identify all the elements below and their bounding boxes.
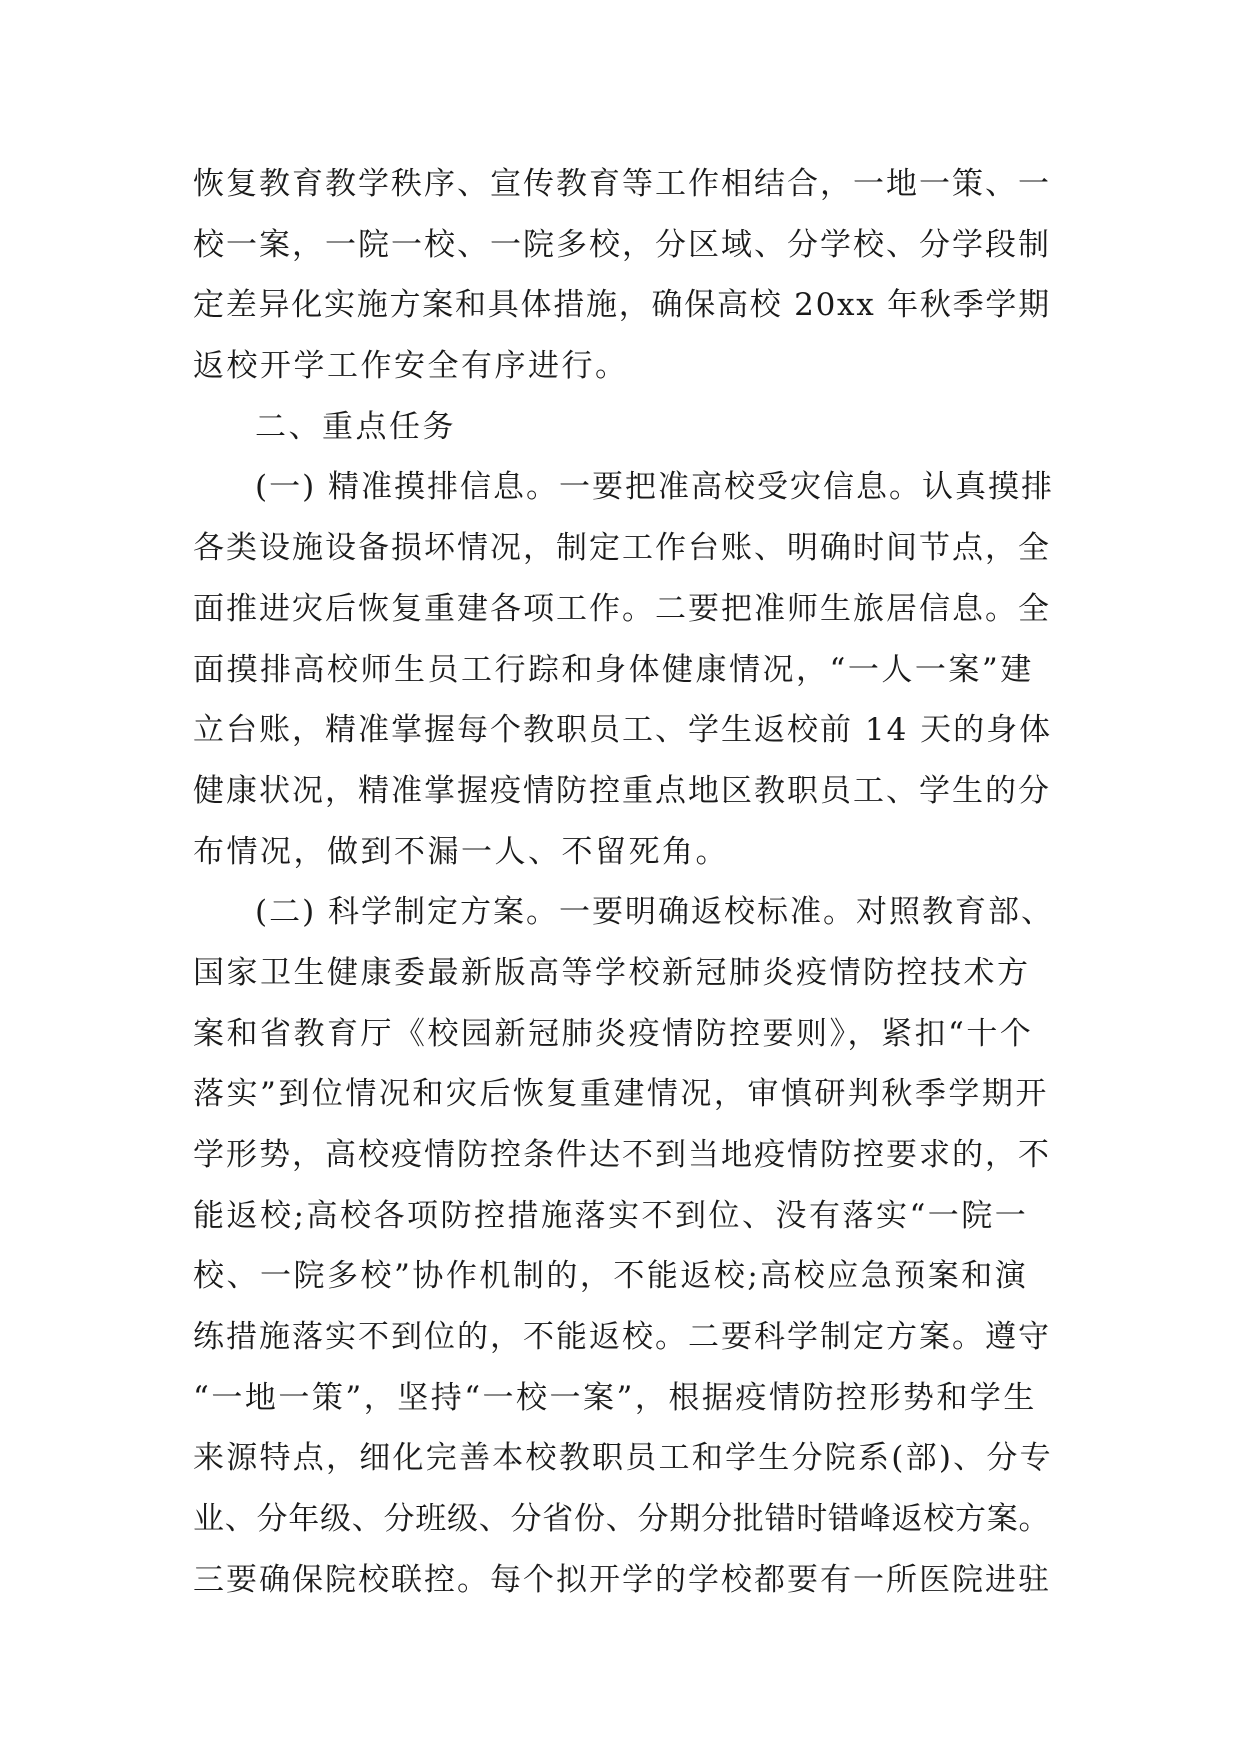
text-line: 案和省教育厅《校园新冠肺炎疫情防控要则》，紧扣“十个 bbox=[193, 1015, 1034, 1052]
text-line: 学形势，高校疫情防控条件达不到当地疫情防控要求的，不 bbox=[193, 1137, 1051, 1173]
text-line: 面推进灾后恢复重建各项工作。二要把准师生旅居信息。全 bbox=[193, 590, 1051, 627]
text-line: 定差异化实施方案和具体措施，确保高校 20xx 年秋季学期 bbox=[193, 287, 1051, 324]
text-line: 校、一院多校”协作机制的，不能返校;高校应急预案和演 bbox=[193, 1258, 1029, 1295]
text-line: (二) 科学制定方案。一要明确返校标准。对照教育部、 bbox=[255, 894, 1055, 931]
text-line: 恢复教育教学秩序、宣传教育等工作相结合，一地一策、一 bbox=[193, 166, 1051, 202]
text-line: 来源特点，细化完善本校教职员工和学生分院系(部)、分专 bbox=[193, 1440, 1053, 1477]
text-line: 国家卫生健康委最新版高等学校新冠肺炎疫情防控技术方 bbox=[193, 954, 1031, 991]
text-line: 面摸排高校师生员工行踪和身体健康情况，“一人一案”建 bbox=[193, 651, 1034, 688]
text-line: 练措施落实不到位的，不能返校。二要科学制定方案。遵守 bbox=[193, 1319, 1051, 1356]
text-line: 二、重点任务 bbox=[255, 408, 456, 445]
text-line: 落实”到位情况和灾后恢复重建情况，审慎研判秋季学期开 bbox=[193, 1076, 1049, 1113]
text-line: 各类设施设备损坏情况，制定工作台账、明确时间节点，全 bbox=[193, 530, 1051, 567]
text-line: 布情况，做到不漏一人、不留死角。 bbox=[193, 833, 729, 870]
text-line: 能返校;高校各项防控措施落实不到位、没有落实“一院一 bbox=[193, 1197, 1029, 1234]
text-line: (一) 精准摸排信息。一要把准高校受灾信息。认真摸排 bbox=[255, 469, 1055, 506]
text-line: 返校开学工作安全有序进行。 bbox=[193, 348, 629, 385]
text-line: 三要确保院校联控。每个拟开学的学校都要有一所医院进驻 bbox=[193, 1561, 1051, 1598]
document-body bbox=[193, 154, 1055, 1611]
text-line: 校一案，一院一校、一院多校，分区域、分学校、分学段制 bbox=[193, 226, 1051, 263]
text-line: 立台账，精准掌握每个教职员工、学生返校前 14 天的身体 bbox=[193, 712, 1053, 749]
text-line: “一地一策”，坚持“一校一案”，根据疫情防控形势和学生 bbox=[193, 1379, 1037, 1416]
text-line: 健康状况，精准掌握疫情防控重点地区教职员工、学生的分 bbox=[193, 772, 1051, 809]
text-line: 业、分年级、分班级、分省份、分期分批错时错峰返校方案。 bbox=[193, 1501, 1051, 1538]
